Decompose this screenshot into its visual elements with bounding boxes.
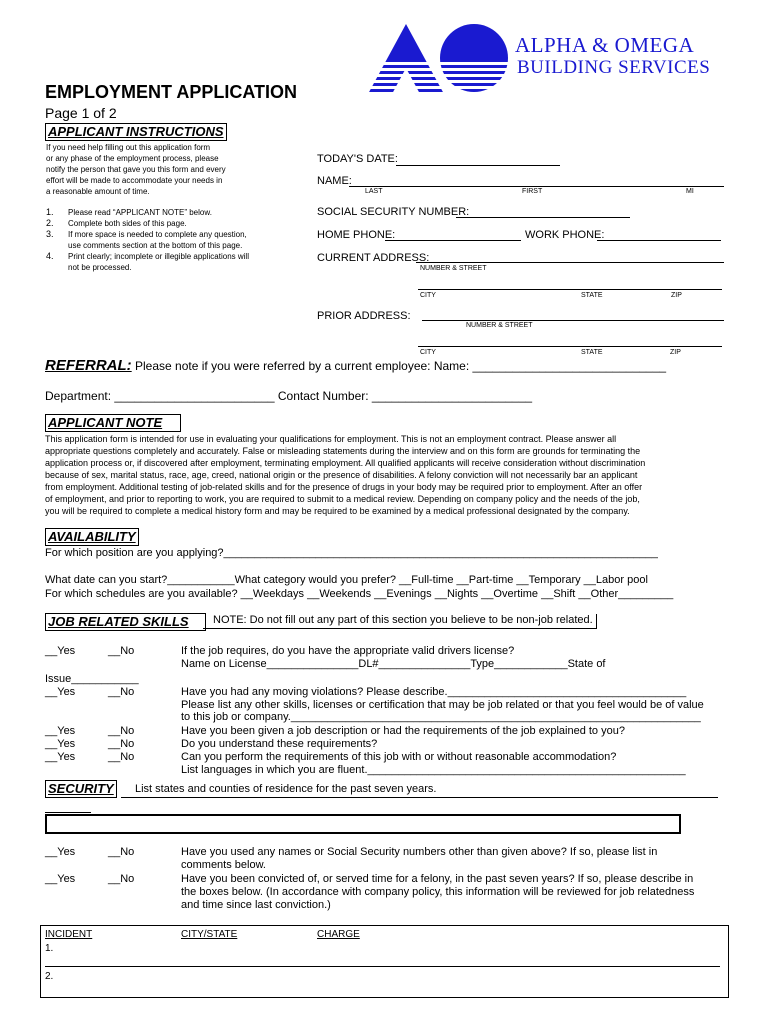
violations-yes[interactable]: __Yes: [45, 686, 76, 698]
skills-note: NOTE: Do not fill out any part of this section you believe to be non-job related.: [203, 614, 597, 629]
understand-yes[interactable]: __Yes: [45, 738, 76, 750]
name-last-caption: LAST: [365, 188, 383, 195]
license-issue: Issue___________: [45, 673, 139, 685]
home-phone-label: HOME PHONE:: [317, 229, 396, 241]
department-line: Department: ________________________ Contact Number: ________________________: [45, 389, 533, 403]
incident-row-2[interactable]: 2.: [45, 971, 54, 982]
applicant-note-text: This application form is intended for use in evaluating your qualifications for employment. This is not an employment contract. Please answer all appropriate questions completely and accurately. False or misleading statements during the interview and on this form are grounds for terminating the application process or, if discovered after employment, terminating employment. All qualified applicants will receive consideration without discrimination because of sex, marital status, race, age, creed, national origin or the presence of disabilities. A felony conviction will not necessarily bar an applicant from employment. Additional testing of job-related skills and for the presence of drugs in your body may be required prior to employment. After an offer of employment, and prior to reporting to work, you are required to submit to a medical review. Depending on company policy and the needs of the job, you will be required to complete a medical history form and may be required to be examined by a medical professional designated by the company.: [45, 434, 646, 516]
brand-line-2: BUILDING SERVICES: [517, 57, 711, 78]
felony-yes[interactable]: __Yes: [45, 873, 76, 885]
logo-mark-icon: [362, 22, 512, 97]
understand-no[interactable]: __No: [108, 738, 135, 750]
prior-number-street-caption: NUMBER & STREET: [466, 322, 533, 329]
prior-zip-caption: ZIP: [670, 349, 681, 356]
license-no[interactable]: __No: [108, 645, 135, 657]
current-zip-caption: ZIP: [671, 292, 682, 299]
instructions-list: 1. Please read “APPLICANT NOTE” below. 2. Complete both sides of this page. 3. If more space is needed to complete any question, use comments section at the bottom of this page. 4. Print clearly; incomplete or illegible applications will not be processed.: [46, 207, 249, 272]
home-phone-field[interactable]: [385, 240, 521, 241]
violations-no[interactable]: __No: [108, 686, 135, 698]
company-logo: [362, 22, 512, 97]
other-names-yes[interactable]: __Yes: [45, 846, 76, 858]
instructions-heading: APPLICANT INSTRUCTIONS: [45, 123, 227, 141]
incident-row-1[interactable]: 1.: [45, 943, 54, 954]
felony-question: Have you been convicted of, or served time for a felony, in the past seven years? If so, please describe in the boxes below. (In accordance with company policy, this information will be reviewed for job relatedness and time since last conviction.): [181, 873, 695, 911]
page-title: EMPLOYMENT APPLICATION: [45, 82, 297, 102]
felony-no[interactable]: __No: [108, 873, 135, 885]
instructions-intro: If you need help filling out this application form or any phase of the employment process, please notify the person that gave you this form and every effort will be made to accommodate your needs in a reasonable amount of time.: [46, 143, 226, 196]
perform-no[interactable]: __No: [108, 751, 135, 763]
name-first-caption: FIRST: [522, 188, 543, 195]
work-phone-field[interactable]: [597, 240, 721, 241]
other-names-question: Have you used any names or Social Security numbers other than given above? If so, please list in comments below.: [181, 846, 658, 871]
name-label: NAME:: [317, 175, 352, 187]
incident-table: [40, 925, 729, 998]
schedules-question: For which schedules are you available? __Weekdays __Weekends __Evenings __Nights __Overtime __Shift __Other_________: [45, 588, 674, 600]
ssn-label: SOCIAL SECURITY NUMBER:: [317, 206, 470, 218]
name-mi-caption: MI: [686, 188, 694, 195]
prior-address-label: PRIOR ADDRESS:: [317, 310, 411, 322]
prior-state-caption: STATE: [581, 349, 603, 356]
residence-line-2[interactable]: [45, 812, 91, 813]
start-date-question: What date can you start?___________What category would you prefer? __Full-time __Part-time __Temporary __Labor pool: [45, 574, 648, 586]
security-heading: SECURITY: [45, 780, 117, 798]
position-question: For which position are you applying?_______________________________________________________________________: [45, 547, 658, 559]
referral-label: REFERRAL:: [45, 357, 132, 374]
residence-box[interactable]: [45, 814, 681, 834]
prior-address-line2[interactable]: [418, 346, 722, 347]
current-address-label: CURRENT ADDRESS:: [317, 252, 430, 264]
current-number-street-caption: NUMBER & STREET: [420, 265, 487, 272]
city-state-header: CITY/STATE: [181, 929, 238, 940]
todays-date-label: TODAY'S DATE:: [317, 153, 398, 165]
residence-line-1[interactable]: [121, 797, 718, 798]
license-question: If the job requires, do you have the appropriate valid drivers license? Name on License_______________DL#_______________Type____________State of: [181, 645, 606, 670]
page-number: Page 1 of 2: [45, 105, 117, 121]
incident-header: INCIDENT: [45, 929, 93, 940]
applicant-note-heading: APPLICANT NOTE: [45, 414, 181, 432]
security-residence-text: List states and counties of residence for the past seven years.: [135, 783, 437, 795]
referral-text: Please note if you were referred by a current employee: Name: _____________________________: [135, 359, 667, 373]
license-yes[interactable]: __Yes: [45, 645, 76, 657]
job-description-question: Have you been given a job description or had the requirements of the job explained to you?: [181, 725, 625, 737]
ssn-field[interactable]: [456, 217, 630, 218]
todays-date-field[interactable]: [396, 165, 560, 166]
prior-address-field[interactable]: [422, 320, 724, 321]
perform-yes[interactable]: __Yes: [45, 751, 76, 763]
work-phone-label: WORK PHONE:: [525, 229, 605, 241]
perform-question: Can you perform the requirements of this job with or without reasonable accommodation? List languages in which you are fluent.____________________________________________________: [181, 751, 686, 776]
job-description-no[interactable]: __No: [108, 725, 135, 737]
current-city-caption: CITY: [420, 292, 436, 299]
name-field[interactable]: [349, 186, 724, 187]
other-names-no[interactable]: __No: [108, 846, 135, 858]
prior-city-caption: CITY: [420, 349, 436, 356]
violations-question: Have you had any moving violations? Please describe._______________________________________ Please list any other skills, licenses or certification that may be job related or that you feel would be of value to this job or company.___________________________________________________________________: [181, 686, 704, 723]
referral-line: [45, 357, 666, 374]
skills-heading: JOB RELATED SKILLS: [45, 613, 206, 631]
current-state-caption: STATE: [581, 292, 603, 299]
availability-heading: AVAILABILITY: [45, 528, 139, 546]
incident-row-divider: [45, 966, 720, 967]
understand-question: Do you understand these requirements?: [181, 738, 378, 750]
job-description-yes[interactable]: __Yes: [45, 725, 76, 737]
current-address-line2[interactable]: [418, 289, 722, 290]
charge-header: CHARGE: [317, 929, 360, 940]
current-address-field[interactable]: [416, 262, 724, 263]
brand-line-1: ALPHA & OMEGA: [515, 33, 695, 57]
